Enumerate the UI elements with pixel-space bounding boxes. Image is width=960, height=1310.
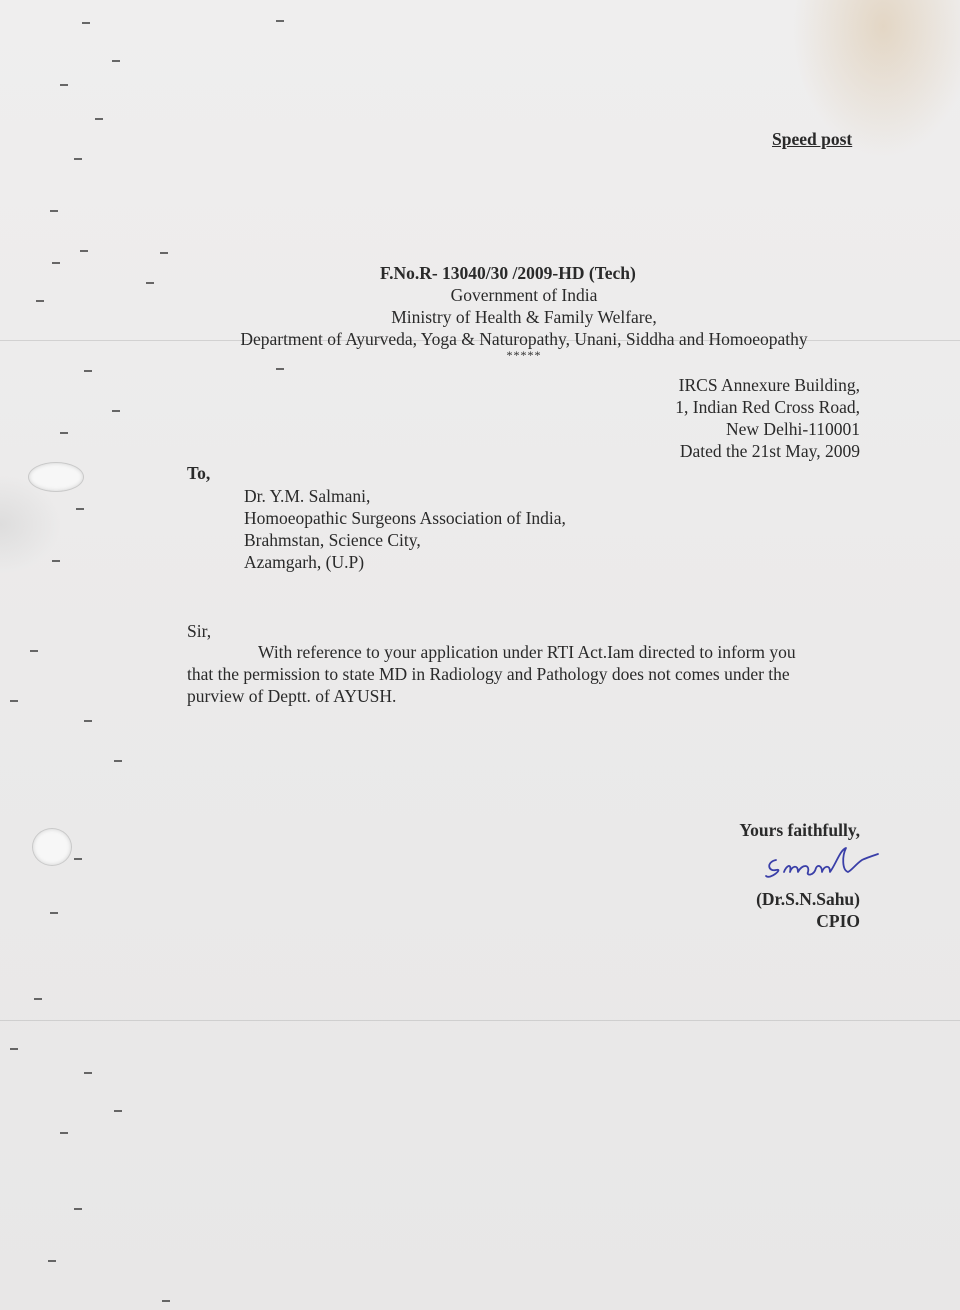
body-line1: With reference to your application under RTI Act.Iam directed to inform you	[258, 642, 796, 662]
margin-mark	[50, 210, 58, 212]
recipient-address2: Azamgarh, (U.P)	[244, 552, 365, 572]
signatory-name: (Dr.S.N.Sahu)	[756, 889, 860, 909]
salutation: Sir,	[187, 621, 212, 641]
margin-mark	[82, 22, 90, 24]
margin-mark	[162, 1300, 170, 1302]
body-line3: purview of Deptt. of AYUSH.	[187, 686, 397, 706]
margin-mark	[114, 1110, 122, 1112]
delivery-mode: Speed post	[772, 129, 853, 149]
org-line-department: Department of Ayurveda, Yoga & Naturopathy, Unani, Siddha and Homoeopathy	[240, 329, 808, 349]
margin-mark	[10, 700, 18, 702]
to-label: To,	[187, 463, 211, 483]
valediction: Yours faithfully,	[739, 820, 860, 840]
margin-mark	[76, 508, 84, 510]
margin-mark	[95, 118, 103, 120]
margin-mark	[60, 1132, 68, 1134]
margin-mark	[36, 300, 44, 302]
margin-mark	[114, 760, 122, 762]
margin-mark	[80, 250, 88, 252]
margin-mark	[84, 1072, 92, 1074]
recipient-name: Dr. Y.M. Salmani,	[244, 486, 371, 506]
margin-mark	[74, 1208, 82, 1210]
margin-mark	[84, 720, 92, 722]
org-line-ministry: Ministry of Health & Family Welfare,	[391, 307, 657, 327]
margin-mark	[60, 432, 68, 434]
punch-hole-bottom	[32, 828, 72, 866]
recipient-address1: Brahmstan, Science City,	[244, 530, 421, 550]
punch-hole-top	[28, 462, 84, 492]
margin-mark	[112, 410, 120, 412]
margin-mark	[276, 20, 284, 22]
margin-mark	[74, 858, 82, 860]
file-number: F.No.R- 13040/30 /2009-HD (Tech)	[380, 263, 636, 283]
margin-mark	[52, 262, 60, 264]
margin-mark	[84, 370, 92, 372]
letter-date: Dated the 21st May, 2009	[679, 441, 860, 461]
margin-mark	[74, 158, 82, 160]
sender-address-line2: 1, Indian Red Cross Road,	[675, 397, 860, 417]
sender-address-line1: IRCS Annexure Building,	[678, 375, 860, 395]
recipient-org: Homoeopathic Surgeons Association of India,	[244, 508, 566, 528]
margin-mark	[48, 1260, 56, 1262]
header-separator: *****	[506, 348, 542, 362]
signature	[762, 842, 882, 888]
signature-scribble	[762, 842, 882, 888]
margin-mark	[10, 1048, 18, 1050]
signatory-title: CPIO	[816, 911, 860, 931]
margin-mark	[60, 84, 68, 86]
margin-mark	[52, 560, 60, 562]
margin-mark	[160, 252, 168, 254]
body-line2: that the permission to state MD in Radiology and Pathology does not comes under the	[187, 664, 790, 684]
org-line-government: Government of India	[450, 285, 598, 305]
margin-mark	[50, 912, 58, 914]
margin-mark	[30, 650, 38, 652]
sender-address-line3: New Delhi-110001	[726, 419, 860, 439]
fold-line-lower	[0, 1020, 960, 1021]
margin-mark	[34, 998, 42, 1000]
margin-mark	[112, 60, 120, 62]
margin-mark	[146, 282, 154, 284]
margin-mark	[276, 368, 284, 370]
